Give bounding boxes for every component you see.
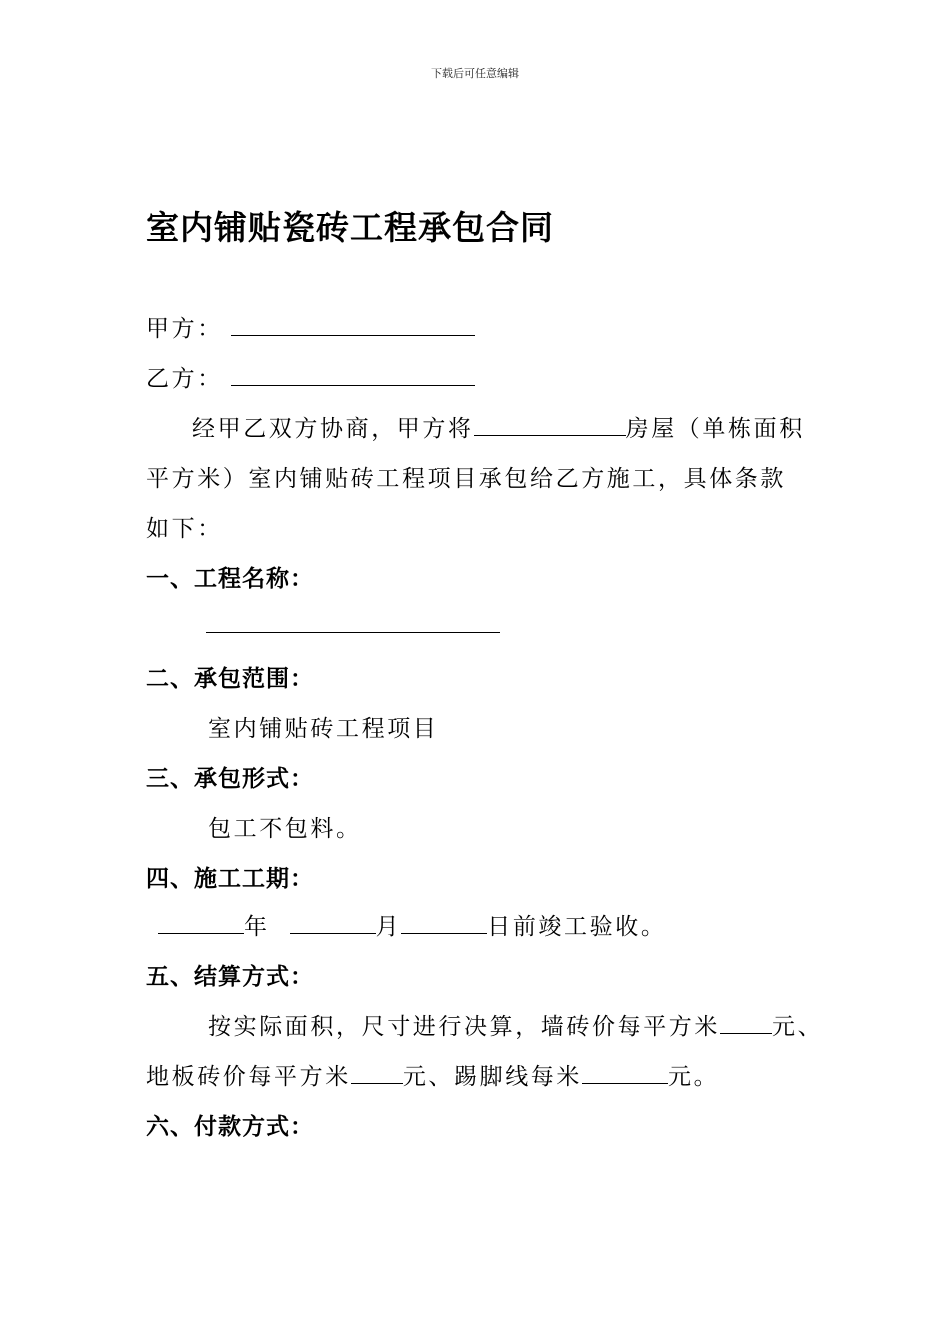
project-name-line xyxy=(206,610,500,639)
settlement-line-1 xyxy=(208,1008,823,1041)
party-b-blank[interactable] xyxy=(231,363,475,386)
section-5-heading: 五、结算方式： xyxy=(146,964,314,990)
party-a-label: 甲方： xyxy=(146,316,223,342)
year-blank[interactable] xyxy=(158,911,244,934)
schedule-line xyxy=(158,908,666,941)
party-a-line xyxy=(146,310,475,343)
party-a-blank[interactable] xyxy=(231,313,475,336)
month-label: 月 xyxy=(375,914,402,940)
intro-text-1: 经甲乙双方协商，甲方将 xyxy=(192,416,474,442)
project-name-blank[interactable] xyxy=(206,610,500,633)
party-b-label: 乙方： xyxy=(146,366,223,392)
section-3-heading: 三、承包形式： xyxy=(146,766,314,792)
intro-line-3: 如下： xyxy=(146,516,223,542)
year-label: 年 xyxy=(244,914,270,940)
day-label: 日前竣工验收。 xyxy=(487,914,667,940)
party-b-line xyxy=(146,360,475,393)
section-4-heading: 四、施工工期： xyxy=(146,866,314,892)
wall-tile-price-blank[interactable] xyxy=(720,1011,772,1034)
settlement-unit-1: 元、 xyxy=(772,1014,824,1040)
page-header-note: 下载后可任意编辑 xyxy=(431,67,519,80)
skirting-price-blank[interactable] xyxy=(582,1061,668,1084)
settlement-text-1: 按实际面积，尺寸进行决算，墙砖价每平方米 xyxy=(208,1014,720,1040)
house-blank[interactable] xyxy=(474,413,626,436)
month-blank[interactable] xyxy=(290,911,376,934)
intro-text-2: 房屋（单栋面积 xyxy=(625,416,805,442)
section-6-heading: 六、付款方式： xyxy=(146,1114,314,1140)
settlement-line-2 xyxy=(146,1058,719,1091)
intro-line-1 xyxy=(192,410,805,443)
section-2-content: 室内铺贴砖工程项目 xyxy=(208,716,439,742)
section-3-content: 包工不包料。 xyxy=(208,816,362,842)
settlement-unit-2: 元、踢脚线每米 xyxy=(402,1064,583,1090)
section-2-heading: 二、承包范围： xyxy=(146,666,314,692)
day-blank[interactable] xyxy=(401,911,487,934)
settlement-unit-3: 元。 xyxy=(668,1064,720,1090)
section-1-heading: 一、工程名称： xyxy=(146,566,314,592)
document-title: 室内铺贴瓷砖工程承包合同 xyxy=(146,208,554,247)
floor-tile-price-blank[interactable] xyxy=(351,1061,403,1084)
intro-line-2: 平方米）室内铺贴砖工程项目承包给乙方施工，具体条款 xyxy=(146,466,786,492)
settlement-text-2: 地板砖价每平方米 xyxy=(146,1064,351,1090)
